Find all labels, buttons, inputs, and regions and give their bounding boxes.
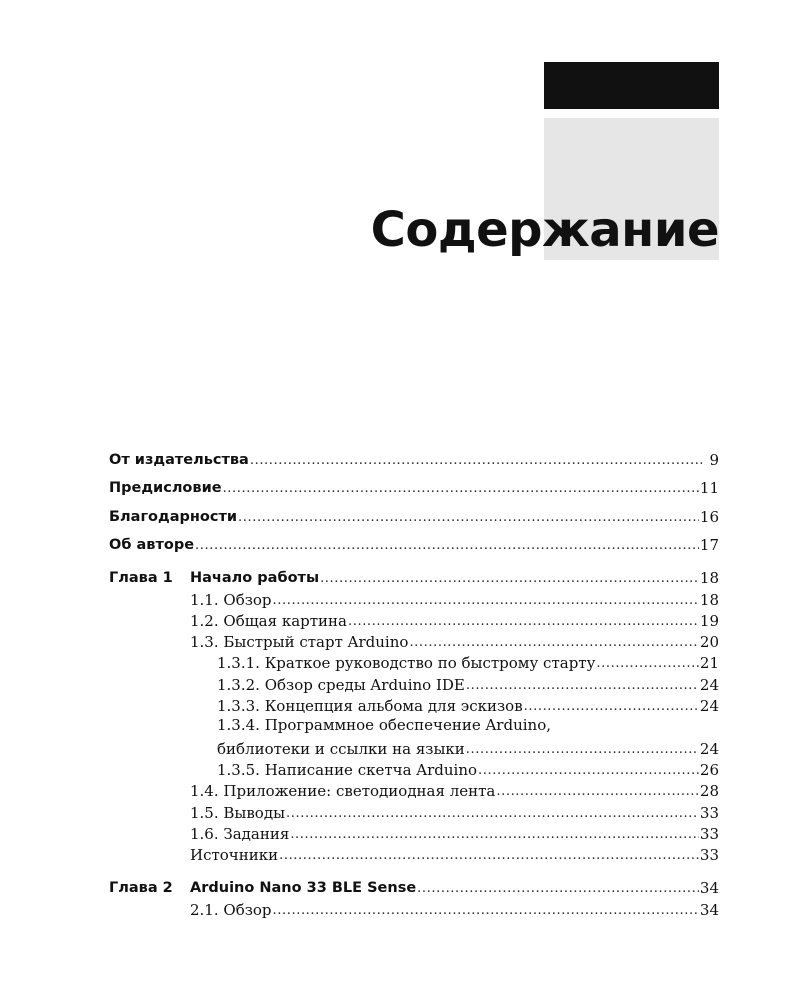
toc-page-number: 28 — [699, 782, 719, 801]
leader-dots — [238, 509, 699, 526]
toc-page-number: 17 — [699, 536, 719, 554]
toc-page-number: 19 — [699, 611, 719, 630]
leader-dots — [596, 655, 698, 672]
page-title: Содержание — [370, 202, 719, 258]
toc-entry-title: 1.3. Быстрый старт Arduino — [190, 634, 409, 652]
toc-entry-title: 1.3.5. Написание скетча Arduino — [217, 761, 478, 779]
leader-dots — [290, 826, 699, 843]
leader-dots — [466, 677, 699, 694]
leader-dots — [320, 570, 699, 587]
toc-section-1-5[interactable] — [109, 800, 719, 821]
toc-page-number: 24 — [699, 697, 719, 716]
toc-page-number: 34 — [699, 900, 719, 919]
toc-section-1-3-1[interactable] — [109, 651, 719, 672]
toc-section-1-3[interactable] — [109, 630, 719, 651]
chapter-title: Arduino Nano 33 BLE Sense — [190, 880, 417, 897]
toc-section-1-2[interactable] — [109, 609, 719, 630]
toc-page-number: 24 — [699, 675, 719, 694]
table-of-contents — [109, 440, 719, 919]
leader-dots — [524, 698, 699, 715]
toc-page-number: 24 — [699, 739, 719, 758]
leader-dots — [279, 847, 699, 864]
toc-section-1-1[interactable] — [109, 587, 719, 608]
toc-page-number: 18 — [699, 590, 719, 609]
toc-chapter-2[interactable] — [109, 876, 719, 897]
toc-page-number: 26 — [699, 760, 719, 779]
toc-entry-title: 1.2. Общая картина — [190, 612, 347, 630]
toc-page-number: 33 — [699, 803, 719, 822]
toc-section-1-4[interactable] — [109, 779, 719, 800]
toc-page-number: 33 — [699, 846, 719, 865]
toc-page-number: 33 — [699, 824, 719, 843]
leader-dots — [478, 762, 699, 779]
leader-dots — [223, 480, 699, 497]
toc-entry-title: 1.4. Приложение: светодиодная лента — [190, 783, 496, 801]
toc-entry-row — [217, 736, 719, 757]
toc-entry-title: 1.6. Задания — [190, 825, 290, 843]
toc-entry-title: Источники — [190, 847, 279, 865]
toc-section-1-3-4[interactable] — [109, 715, 719, 758]
section-gap — [109, 864, 719, 876]
leader-dots — [496, 783, 699, 800]
toc-entry-title: 1.3.2. Обзор среды Arduino IDE — [217, 676, 465, 694]
leader-dots — [273, 592, 699, 609]
toc-page-number: 9 — [709, 450, 719, 469]
chapter-label: Глава 1 — [109, 570, 173, 587]
leader-dots — [466, 741, 699, 758]
header-black-bar — [544, 62, 719, 109]
leader-dots — [273, 902, 699, 919]
toc-section-1-6[interactable] — [109, 822, 719, 843]
toc-chapter-1[interactable] — [109, 566, 719, 587]
toc-page-number: 18 — [699, 569, 719, 588]
toc-entry-title: Предисловие — [109, 480, 222, 496]
toc-entry-title: От издательства — [109, 451, 249, 468]
toc-entry-title-line2: библиотеки и ссылки на языки — [217, 740, 465, 758]
leader-dots — [417, 880, 699, 897]
leader-dots — [409, 634, 698, 651]
toc-section-1-3-3[interactable] — [109, 694, 719, 715]
toc-entry-title: 1.3.1. Краткое руководство по быстрому старту — [217, 655, 596, 673]
toc-entry-title: Благодарности — [109, 508, 238, 525]
toc-page-number: 21 — [699, 654, 719, 673]
toc-entry-acknowledgements[interactable] — [109, 497, 719, 526]
toc-section-1-3-5[interactable] — [109, 758, 719, 779]
toc-section-1-3-2[interactable] — [109, 672, 719, 693]
toc-entry-title: 1.5. Выводы — [190, 804, 286, 822]
chapter-label: Глава 2 — [109, 880, 173, 897]
toc-entry-title: 1.3.3. Концепция альбома для эскизов — [217, 698, 523, 716]
toc-page-number: 11 — [699, 479, 719, 497]
toc-entry-publisher[interactable] — [109, 440, 719, 469]
toc-page-number: 20 — [699, 633, 719, 652]
toc-entry-title: 2.1. Обзор — [190, 901, 272, 919]
leader-dots — [195, 537, 699, 554]
toc-entry-title: 1.1. Обзор — [190, 591, 272, 609]
leader-dots — [348, 613, 699, 630]
toc-section-2-1[interactable] — [109, 897, 719, 918]
toc-entry-preface[interactable] — [109, 469, 719, 498]
toc-page-number: 16 — [699, 507, 719, 526]
toc-entry-title: Об авторе — [109, 537, 195, 553]
toc-entry-about-author[interactable] — [109, 526, 719, 555]
leader-dots — [250, 452, 702, 469]
toc-section-sources[interactable] — [109, 843, 719, 864]
toc-entry-title-line1: 1.3.4. Программное обеспечение Arduino, — [217, 716, 551, 735]
section-gap — [109, 554, 719, 566]
chapter-title: Начало работы — [190, 570, 320, 587]
leader-dots — [286, 805, 699, 822]
toc-page-number: 34 — [699, 879, 719, 898]
